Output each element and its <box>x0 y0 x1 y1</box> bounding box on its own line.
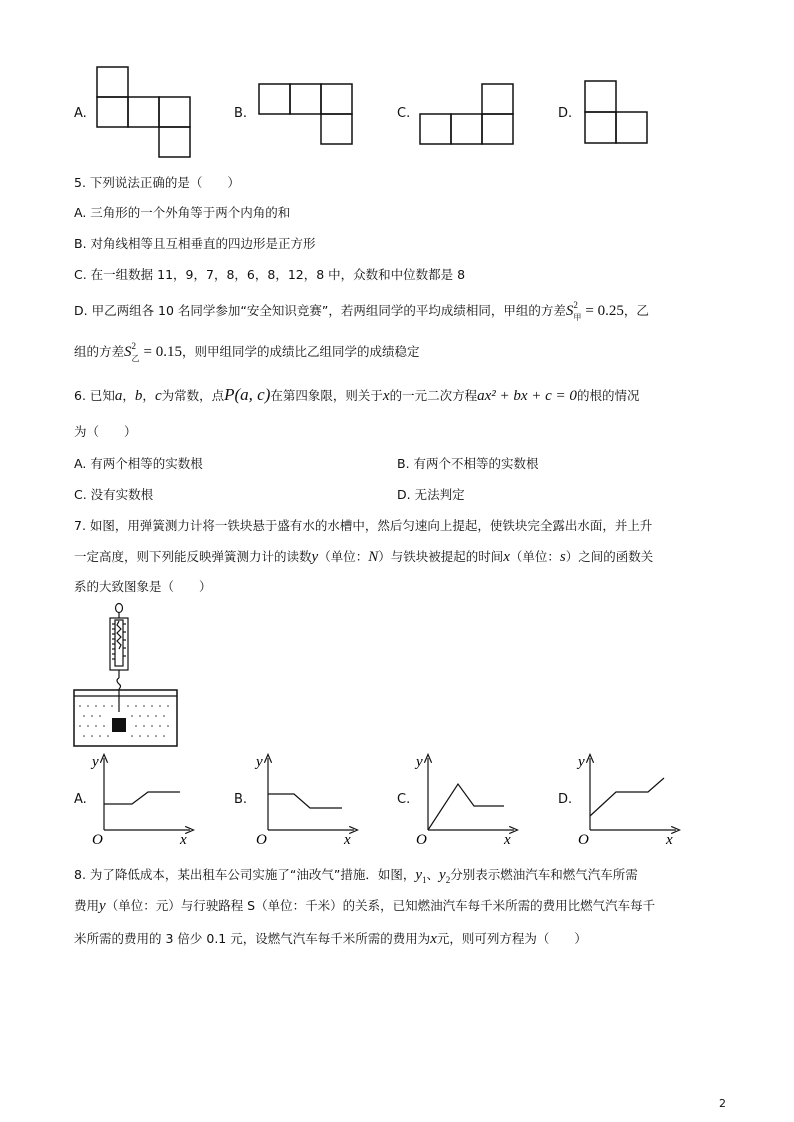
q7-l2a: 一定高度，则下列能反映弹簧测力计的读数 <box>74 549 312 564</box>
q8-stem-line1 <box>74 866 638 889</box>
q6-text-mid2: 在第四象限，则关于 <box>270 388 383 403</box>
q6-equation: ax² + bx + c = 0 <box>477 388 577 404</box>
q7-graph-d-y: y <box>578 754 585 770</box>
q7-graph-c-x: x <box>504 832 511 848</box>
q7-l2d: （单位： <box>509 549 560 564</box>
q4-figure-c <box>419 83 515 147</box>
q4-option-a-label: A. <box>74 106 87 121</box>
q6-option-b: B. 有两个不相等的实数根 <box>397 456 539 471</box>
q8-l1a: 8. 为了降低成本，某出租车公司实施了“油改气”措施．如图， <box>74 867 416 882</box>
q5-d-text2: ，乙 <box>623 303 649 318</box>
q5-option-c: C. 在一组数据 11，9，7，8，6，8，12，8 中，众数和中位数都是 8 <box>74 267 466 282</box>
q8-stem-line3 <box>74 930 587 948</box>
q7-graph-c-y: y <box>416 754 423 770</box>
q5-var-b-symbol: S <box>124 344 132 360</box>
q6-stem-line1 <box>74 386 639 405</box>
q5-d-line2-end: ，则甲组同学的成绩比乙组同学的成绩稳定 <box>181 344 420 359</box>
q7-spring-scale-figure <box>70 602 180 750</box>
q8-var-y: y <box>99 898 106 914</box>
q7-graph-d <box>578 752 682 846</box>
q8-y1-sub: 1 <box>422 875 427 885</box>
q7-graph-c-curve <box>428 784 504 830</box>
q7-graph-a-x: x <box>180 832 187 848</box>
q6-text-num: 6. 已知 <box>74 388 115 403</box>
q7-var-x: x <box>503 549 510 565</box>
q6-comma2: ， <box>142 388 155 403</box>
q6-stem-line2: 为（ ） <box>74 424 137 439</box>
q7-option-b-label: B. <box>234 792 248 807</box>
q8-sep: 、 <box>426 867 440 882</box>
q7-graph-a-origin: O <box>92 832 103 848</box>
q7-graph-a-y: y <box>92 754 99 770</box>
q8-stem-line2 <box>74 897 655 915</box>
q5-var-b <box>124 341 182 363</box>
q8-l2a: 费用 <box>74 898 100 913</box>
q4-figure-a <box>96 66 192 160</box>
q7-stem-line3: 系的大致图象是（ ） <box>74 579 212 594</box>
q7-var-y: y <box>311 549 319 565</box>
q4-figure-d <box>584 80 650 146</box>
q7-graph-a <box>92 752 196 846</box>
q7-graph-b-x: x <box>344 832 351 848</box>
q8-y1 <box>415 867 426 883</box>
q5-var-b-value: = 0.15 <box>143 344 182 360</box>
q5-var-a-sup: 2 <box>573 300 578 310</box>
scale-hook <box>117 678 121 689</box>
q6-point: P(a, c) <box>224 385 271 404</box>
q7-graph-c <box>416 752 520 846</box>
q4-option-c-label: C. <box>397 106 411 121</box>
q5-option-a: A. 三角形的一个外角等于两个内角的和 <box>74 205 291 220</box>
q8-y2-sub: 2 <box>445 875 451 885</box>
q7-l2e: ）之间的函数关 <box>565 549 654 564</box>
q5-var-a-sub: 甲 <box>573 313 582 322</box>
q7-graph-d-curve <box>590 778 664 816</box>
scale-ring <box>116 604 123 613</box>
q4-option-b-label: B. <box>234 106 248 121</box>
q6-text-mid3: 的一元二次方程 <box>389 388 478 403</box>
q7-graph-d-x: x <box>666 832 673 848</box>
q7-graph-a-curve <box>104 792 180 804</box>
q5-var-a-symbol: S <box>565 303 574 319</box>
q5-var-a <box>565 300 624 322</box>
q7-graph-d-origin: O <box>578 832 589 848</box>
q4-option-d-label: D. <box>558 106 573 121</box>
q5-var-b-sub: 乙 <box>131 354 140 363</box>
q5-option-d-line2 <box>74 343 420 361</box>
q6-var-b: b <box>134 388 143 404</box>
q6-option-a: A. 有两个相等的实数根 <box>74 456 203 471</box>
q8-l2b: （单位：元）与行驶路程 S（单位：千米）的关系，已知燃油汽车每千米所需的费用比燃气汽车每千 <box>105 898 656 913</box>
q8-l3b: 元，则可列方程为（ ） <box>436 931 587 946</box>
page-number: 2 <box>719 1097 726 1110</box>
q8-y2 <box>439 867 450 883</box>
q6-var-c: c <box>154 388 162 404</box>
q5-d-line2-start: 组的方差 <box>74 344 125 359</box>
q7-graph-b <box>256 752 360 846</box>
q7-stem-line2 <box>74 548 653 566</box>
q5-d-text1: D. 甲乙两组各 10 名同学参加“安全知识竞赛”，若两组同学的平均成绩相同，甲组的方差 <box>74 303 566 318</box>
q7-graph-c-origin: O <box>416 832 427 848</box>
q5-option-b: B. 对角线相等且互相垂直的四边形是正方形 <box>74 236 316 251</box>
q6-var-a: a <box>114 388 123 404</box>
q7-option-d-label: D. <box>558 792 573 807</box>
q5-option-d-line1 <box>74 302 649 320</box>
q7-unit-s: s <box>559 549 566 565</box>
q7-unit-n: N <box>368 549 379 565</box>
q8-y2-symbol: y <box>439 867 446 883</box>
q7-graph-b-curve <box>268 794 342 808</box>
q5-stem: 5. 下列说法正确的是（ ） <box>74 175 240 190</box>
q6-comma1: ， <box>122 388 135 403</box>
q7-stem-line1: 7. 如图，用弹簧测力计将一铁块悬于盛有水的水槽中，然后匀速向上提起，使铁块完全露出水面，并上升 <box>74 518 653 533</box>
q6-text-mid: 为常数，点 <box>161 388 225 403</box>
q8-l3a: 米所需的费用的 3 倍少 0.1 元，设燃气汽车每千米所需的费用为 <box>74 931 431 946</box>
q7-graph-b-origin: O <box>256 832 267 848</box>
q6-option-d: D. 无法判定 <box>397 487 465 502</box>
q7-l2c: ）与铁块被提起的时间 <box>378 549 504 564</box>
q8-l1b: 分别表示燃油汽车和燃气汽车所需 <box>450 867 638 882</box>
q8-y1-symbol: y <box>415 867 423 883</box>
q7-l2b: （单位： <box>318 549 369 564</box>
q7-option-c-label: C. <box>397 792 411 807</box>
q6-text-end: 的根的情况 <box>576 388 640 403</box>
q6-option-c: C. 没有实数根 <box>74 487 154 502</box>
iron-block <box>112 718 126 732</box>
q4-figure-b <box>258 83 354 147</box>
q5-var-a-value: = 0.25 <box>585 303 624 319</box>
q6-var-x: x <box>382 388 390 404</box>
q5-var-b-sup: 2 <box>131 341 137 351</box>
q7-graph-b-y: y <box>256 754 263 770</box>
q7-option-a-label: A. <box>74 792 87 807</box>
q8-var-x: x <box>430 931 437 947</box>
